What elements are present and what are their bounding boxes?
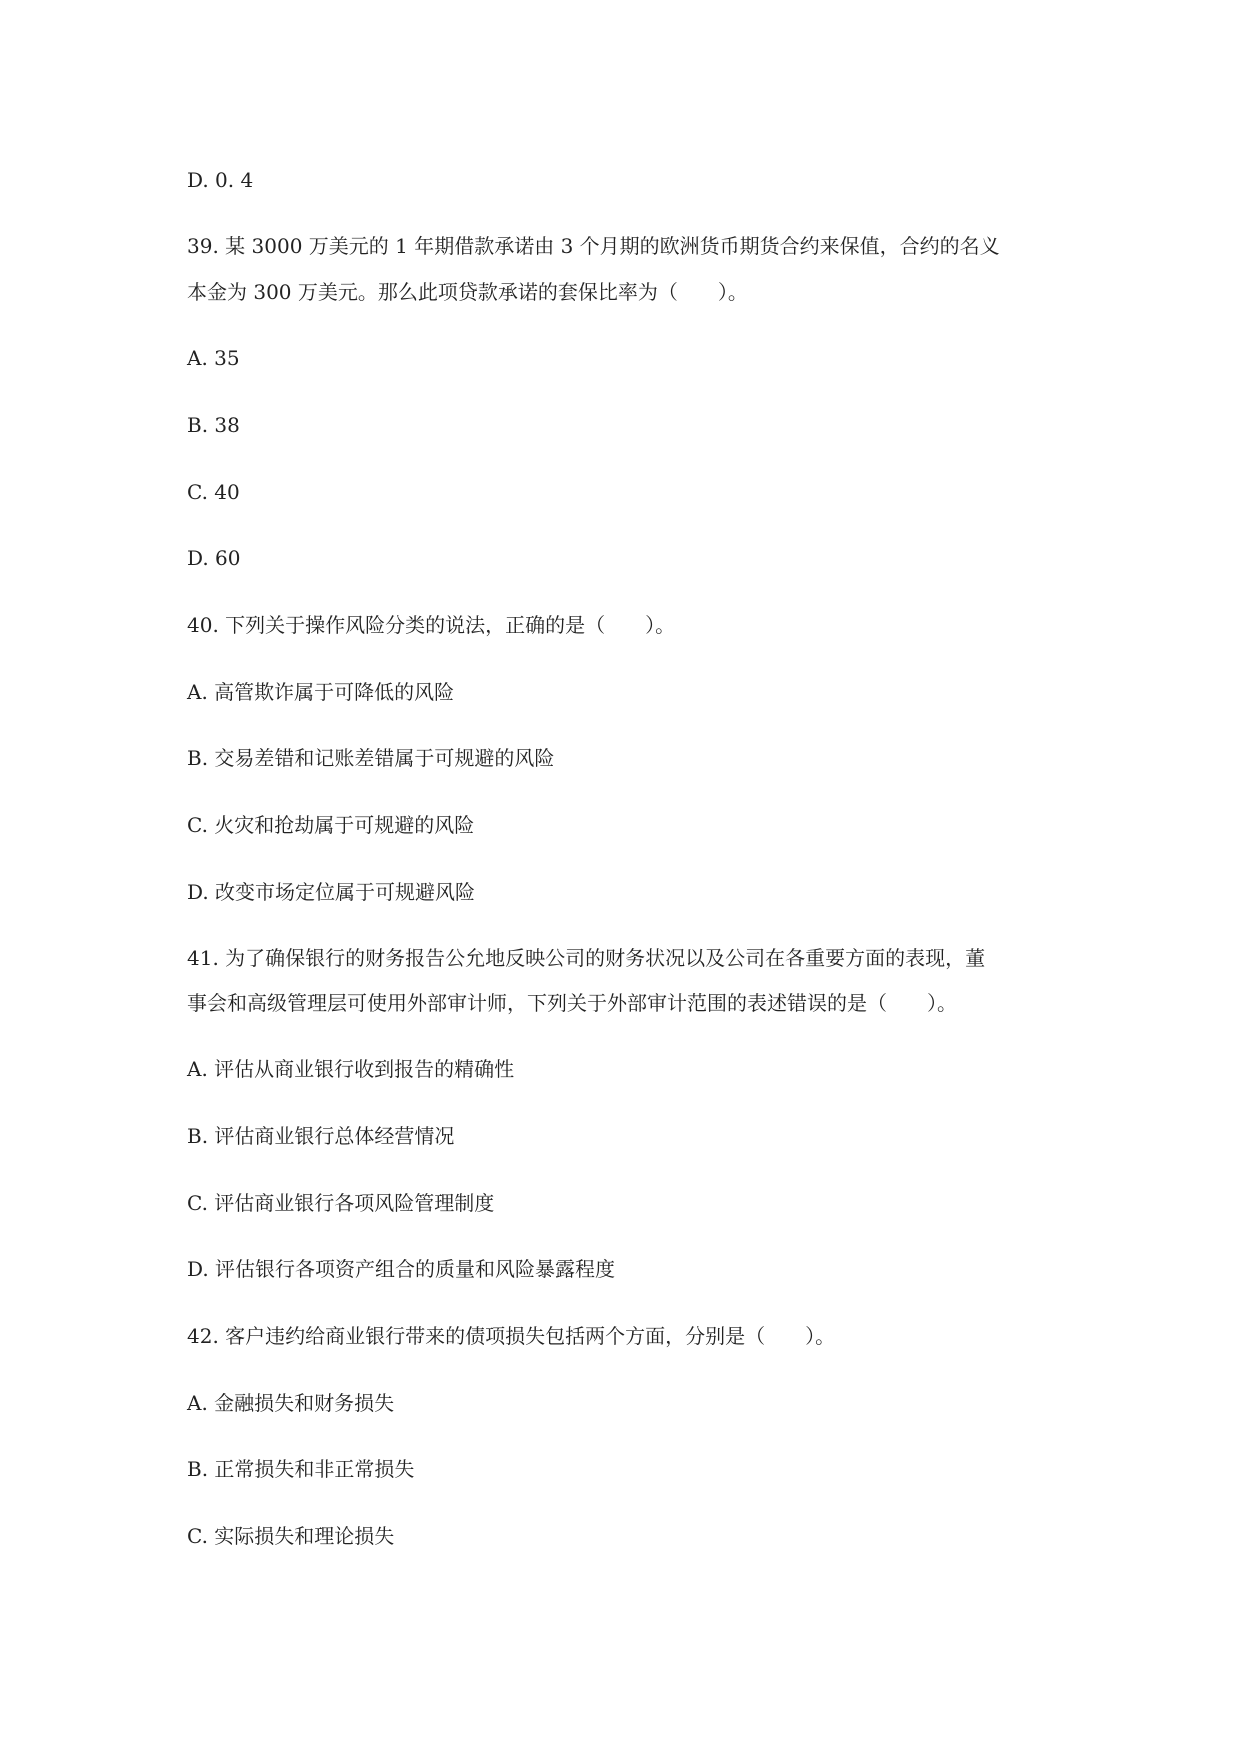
q41-option-a: A. 评估从商业银行收到报告的精确性 xyxy=(187,1057,515,1081)
q39-stem-line-2: 本金为 300 万美元。那么此项贷款承诺的套保比率为（ ）。 xyxy=(187,280,748,304)
q41-stem-line-2: 事会和高级管理层可使用外部审计师，下列关于外部审计范围的表述错误的是（ ）。 xyxy=(187,991,957,1015)
q42-option-b: B. 正常损失和非正常损失 xyxy=(187,1457,415,1481)
q38-option-d: D. 0. 4 xyxy=(187,168,254,192)
q40-option-a: A. 高管欺诈属于可降低的风险 xyxy=(187,680,455,704)
q39-stem-line-1: 39. 某 3000 万美元的 1 年期借款承诺由 3 个月期的欧洲货币期货合约来保值，合约的名义 xyxy=(187,234,1000,258)
q42-option-a: A. 金融损失和财务损失 xyxy=(187,1391,395,1415)
q39-option-a: A. 35 xyxy=(187,346,240,370)
q41-option-d: D. 评估银行各项资产组合的质量和风险暴露程度 xyxy=(187,1257,616,1281)
q42-stem: 42. 客户违约给商业银行带来的债项损失包括两个方面，分别是（ ）。 xyxy=(187,1324,836,1348)
q40-option-c: C. 火灾和抢劫属于可规避的风险 xyxy=(187,813,475,837)
q41-stem-line-1: 41. 为了确保银行的财务报告公允地反映公司的财务状况以及公司在各重要方面的表现，董 xyxy=(187,946,986,970)
q39-option-d: D. 60 xyxy=(187,546,241,570)
q41-option-b: B. 评估商业银行总体经营情况 xyxy=(187,1124,455,1148)
q40-stem: 40. 下列关于操作风险分类的说法，正确的是（ ）。 xyxy=(187,613,676,637)
q40-option-b: B. 交易差错和记账差错属于可规避的风险 xyxy=(187,746,555,770)
q41-option-c: C. 评估商业银行各项风险管理制度 xyxy=(187,1191,495,1215)
q39-option-b: B. 38 xyxy=(187,413,240,437)
q42-option-c: C. 实际损失和理论损失 xyxy=(187,1524,395,1548)
q40-option-d: D. 改变市场定位属于可规避风险 xyxy=(187,880,476,904)
q39-option-c: C. 40 xyxy=(187,480,240,504)
